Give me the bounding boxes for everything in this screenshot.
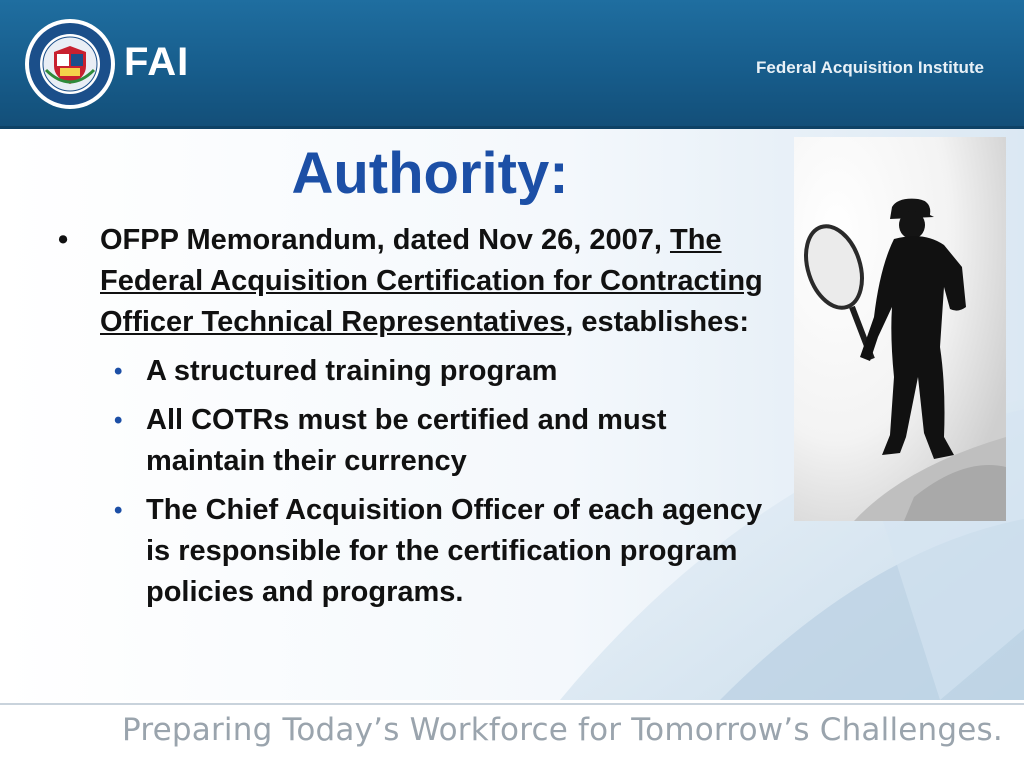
main-bullet [58, 220, 778, 343]
sub-bullet-text: The Chief Acquisition Officer of each agency is responsible for the certification program policies and programs. [146, 494, 763, 608]
footer-divider [0, 703, 1024, 705]
bullet-suffix: , establishes: [565, 306, 750, 338]
sub-bullet-item [114, 400, 778, 482]
slide-title: Authority: [291, 141, 569, 206]
memorandum-title: The Federal Acquisition Certification for Contracting Officer Technical Representatives [100, 224, 763, 338]
bullet-dot: • [114, 497, 123, 524]
fai-wordmark: FAI [124, 40, 190, 84]
bullet-list [58, 220, 778, 621]
sub-bullet-list [58, 351, 778, 613]
sub-bullet-text: A structured training program [146, 355, 558, 387]
detective-silhouette-image [794, 137, 1006, 521]
sub-bullet-text: All COTRs must be certified and must maintain their currency [146, 404, 667, 477]
fai-seal-logo [24, 18, 116, 110]
sub-bullet-item [114, 490, 778, 613]
bullet-dot: • [58, 224, 69, 256]
bullet-dot: • [114, 407, 123, 434]
sub-bullet-item [114, 351, 778, 392]
footer-tagline: Preparing Today’s Workforce for Tomorrow’s Challenges. [122, 712, 1003, 748]
bullet-prefix: OFPP Memorandum, dated Nov 26, 2007, [100, 224, 670, 256]
bullet-dot: • [114, 358, 123, 385]
header-banner [0, 0, 1024, 129]
institute-name: Federal Acquisition Institute [756, 58, 984, 77]
